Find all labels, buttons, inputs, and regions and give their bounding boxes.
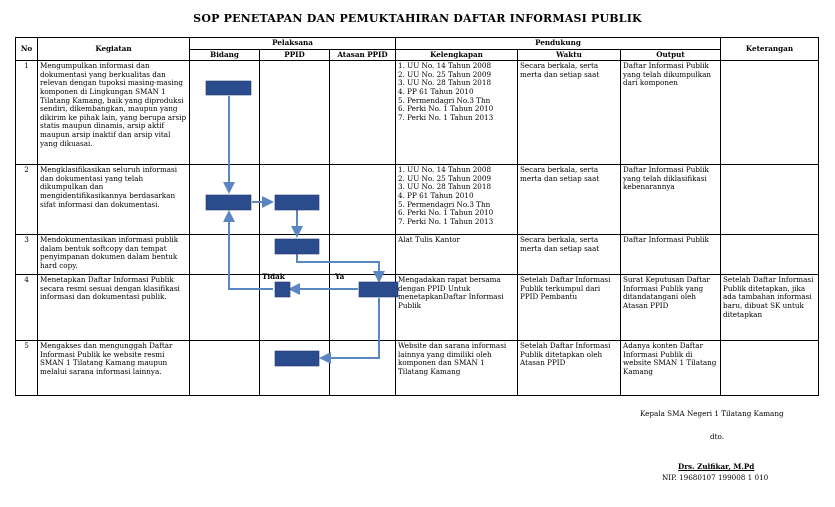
header-ppid: PPID: [260, 49, 330, 61]
row-no: 1: [16, 61, 38, 165]
cell-ppid: [260, 165, 330, 235]
cell-bidang: [190, 165, 260, 235]
header-kegiatan: Kegiatan: [38, 38, 190, 61]
row-waktu: Setelah Daftar Informasi Publik terkumpul dari PPID Pembantu: [518, 275, 621, 341]
row-keterangan: [721, 61, 819, 165]
row-waktu: Secara berkala, serta merta dan setiap saat: [518, 61, 621, 165]
cell-bidang: [190, 235, 260, 275]
sop-table: [15, 37, 819, 396]
header-kelengkapan: Kelengkapan: [396, 49, 518, 61]
kelengkapan-item: 7. Perki No. 1 Tahun 2013: [398, 112, 494, 122]
row-keterangan: Setelah Daftar Informasi Publik ditetapkan, jika ada tambahan informasi baru, dibuat SK untuk ditetapkan: [721, 275, 819, 341]
row-kelengkapan: [396, 235, 518, 275]
row-no: 5: [16, 341, 38, 396]
flow-label-ya: Ya: [335, 272, 345, 281]
row-output: Adanya konten Daftar Informasi Publik di website SMAN 1 Tilatang Kamang: [621, 341, 721, 396]
table-row: [16, 235, 819, 275]
kelengkapan-item: 4. PP 61 Tahun 2010: [398, 190, 474, 200]
row-keterangan: [721, 341, 819, 396]
row-no: 3: [16, 235, 38, 275]
header-atasan: Atasan PPID: [330, 49, 396, 61]
kelengkapan-item: 4. PP 61 Tahun 2010: [398, 86, 474, 96]
cell-atasan: [330, 165, 396, 235]
kelengkapan-item: 7. Perki No. 1 Tahun 2013: [398, 216, 494, 226]
header-pelaksana: Pelaksana: [190, 38, 396, 50]
row-kelengkapan: Website dan sarana informasi lainnya yang dimiliki oleh komponen dan SMAN 1 Tilatang Kamang: [396, 341, 518, 396]
row-output: Daftar Informasi Publik: [621, 235, 721, 275]
cell-bidang: [190, 275, 260, 341]
kelengkapan-item: 5. Permendagri No.3 Thn: [398, 95, 491, 105]
cell-ppid: [260, 61, 330, 165]
kelengkapan-item: Alat Tulis Kantor: [398, 235, 460, 245]
footer-kepala: Kepala SMA Negeri 1 Tilatang Kamang: [640, 409, 784, 418]
kelengkapan-item: 2. UU No. 25 Tahun 2009: [398, 173, 492, 183]
row-output: Daftar Informasi Publik yang telah dikumpulkan dari komponen: [621, 61, 721, 165]
row-kelengkapan: [396, 165, 518, 235]
row-kegiatan: Mengakses dan mengunggah Daftar Informasi Publik ke website resmi SMAN 1 Tilatang Kamang maupun melalui sarana informasi lainnya.: [38, 341, 190, 396]
row-kegiatan: Mengumpulkan informasi dan dokumentasi yang berkualitas dan relevan dengan tupoksi masing-masing komponen di Lingkungan SMAN 1 Tilatang Kamang, baik yang diproduksi sendiri, dikembangkan, maupun yang dikirim ke pihak lain, yang berupa arsip statis maupun dinamis, arsip aktif maupun arsip inaktif dan arsip vital yang dikuasai.: [38, 61, 190, 165]
footer-nip: NIP. 19680107 199008 1 010: [662, 473, 769, 482]
cell-ppid: [260, 341, 330, 396]
row-waktu: Secara berkala, serta merta dan setiap saat: [518, 165, 621, 235]
row-kegiatan: Mendokumentasikan informasi publik dalam bentuk softcopy dan tempat penyimpanan dokumen dalam bentuk hard copy.: [38, 235, 190, 275]
row-output: Daftar Informasi Publik yang telah diklasifikasi kebenarannya: [621, 165, 721, 235]
row-kelengkapan: [396, 61, 518, 165]
cell-atasan: [330, 235, 396, 275]
table-row: [16, 341, 819, 396]
header-keterangan: Keterangan: [721, 38, 819, 61]
footer-dto: dto.: [710, 432, 724, 441]
table-row: [16, 61, 819, 165]
cell-atasan: [330, 61, 396, 165]
cell-atasan: [330, 341, 396, 396]
cell-atasan: [330, 275, 396, 341]
row-output: Surat Keputusan Daftar Informasi Publik yang ditandatangani oleh Atasan PPID: [621, 275, 721, 341]
header-pendukung: Pendukung: [396, 38, 721, 50]
kelengkapan-item: 3. UU No. 28 Tahun 2018: [398, 78, 492, 88]
header-bidang: Bidang: [190, 49, 260, 61]
row-no: 2: [16, 165, 38, 235]
row-kelengkapan: Mengadakan rapat bersama dengan PPID Untuk menetapkanDaftar Informasi Publik: [396, 275, 518, 341]
cell-ppid: [260, 235, 330, 275]
kelengkapan-item: 1. UU No. 14 Tahun 2008: [398, 165, 492, 175]
kelengkapan-item: 6. Perki No. 1 Tahun 2010: [398, 104, 494, 114]
header-output: Output: [621, 49, 721, 61]
kelengkapan-item: 5. Permendagri No.3 Thn: [398, 199, 491, 209]
table-row: [16, 165, 819, 235]
footer-name: Drs. Zulfikar, M.Pd: [678, 462, 755, 471]
page-title: SOP PENETAPAN DAN PEMUKTAHIRAN DAFTAR INFORMASI PUBLIK: [193, 12, 642, 25]
row-no: 4: [16, 275, 38, 341]
cell-bidang: [190, 341, 260, 396]
row-kegiatan: Menetapkan Daftar Informasi Publik secara resmi sesuai dengan klasifikasi informasi dan dokumentasi publik.: [38, 275, 190, 341]
header-no: No: [16, 38, 38, 61]
row-keterangan: [721, 165, 819, 235]
row-waktu: Secara berkala, serta merta dan setiap saat: [518, 235, 621, 275]
table-row: [16, 275, 819, 341]
kelengkapan-item: 6. Perki No. 1 Tahun 2010: [398, 208, 494, 218]
row-waktu: Setelah Daftar Informasi Publik ditetapkan oleh Atasan PPID: [518, 341, 621, 396]
flow-label-tidak: Tidak: [262, 272, 285, 281]
row-keterangan: [721, 235, 819, 275]
kelengkapan-item: 3. UU No. 28 Tahun 2018: [398, 182, 492, 192]
cell-bidang: [190, 61, 260, 165]
cell-ppid: [260, 275, 330, 341]
kelengkapan-item: 2. UU No. 25 Tahun 2009: [398, 69, 492, 79]
row-kegiatan: Mengklasifikasikan seluruh informasi dan dokumentasi yang telah dikumpulkan dan mengidentifikasikannya berdasarkan sifat informasi dan dokumentasi.: [38, 165, 190, 235]
kelengkapan-item: 1. UU No. 14 Tahun 2008: [398, 61, 492, 71]
header-waktu: Waktu: [518, 49, 621, 61]
